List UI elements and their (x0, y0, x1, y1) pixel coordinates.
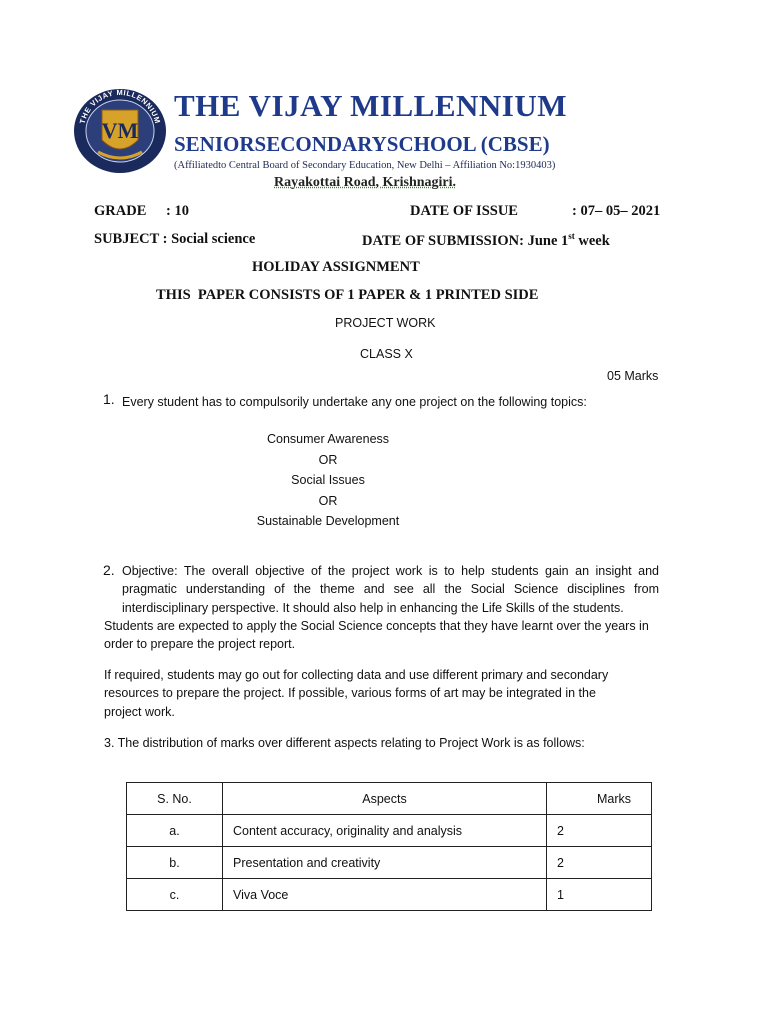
point3-text: 3. The distribution of marks over different aspects relating to Project Work is as follows: (104, 736, 585, 750)
marks-total: 05 Marks (607, 369, 659, 383)
cell-marks: 1 (547, 879, 652, 911)
submission-sup: st (568, 231, 575, 241)
table-row (127, 847, 652, 879)
topic-item: Consumer Awareness (266, 432, 390, 446)
point2-text: Objective: The overall objective of the project work is to help students gain an insight and pragmatic understanding of the theme and see all the Social Science disciplines from interdisciplinary perspective. It should also help in enhancing the Life Skills of the students. (122, 564, 659, 615)
point2-number: 2. (103, 562, 115, 578)
submission-line (362, 231, 610, 250)
topic-list (228, 429, 428, 532)
point2-paragraph: If required, students may go out for collecting data and use different primary and secondary resources to prepare the project. If possible, various forms of art may be integrated in the project work. (104, 668, 609, 719)
submission-suffix: week (578, 232, 610, 249)
subject-line (94, 231, 255, 248)
cell-aspect: Content accuracy, originality and analysis (223, 815, 547, 847)
point1-number: 1. (103, 391, 115, 407)
class-title: CLASS X (360, 347, 413, 361)
cell-aspect: Presentation and creativity (223, 847, 547, 879)
cell-aspect: Viva Voce (223, 879, 547, 911)
cell-sno: b. (127, 847, 223, 879)
topic-or: OR (318, 493, 338, 508)
affiliation-text: (Affiliatedto Central Board of Secondary Education, New Delhi – Affiliation No:1930403) (174, 160, 556, 171)
point1-text: Every student has to compulsorily undertake any one project on the following topics: (122, 395, 587, 409)
cell-sno: c. (127, 879, 223, 911)
school-logo (72, 88, 168, 174)
logo-monogram: VM (101, 118, 139, 143)
table-row (127, 879, 652, 911)
grade-label: GRADE (94, 203, 147, 219)
project-work-title: PROJECT WORK (335, 316, 436, 330)
date-issue-value: : 07– 05– 2021 (572, 203, 661, 219)
logo-ring-text: THE VIJAY MILLENNIUM (77, 88, 163, 125)
cell-marks: 2 (547, 815, 652, 847)
topic-item: Sustainable Development (256, 514, 400, 528)
subject-label: SUBJECT : (94, 231, 168, 247)
header-aspects: Aspects (223, 783, 547, 815)
grade-value: : 10 (166, 203, 189, 219)
cell-sno: a. (127, 815, 223, 847)
assignment-title: HOLIDAY ASSIGNMENT (252, 259, 420, 275)
submission-label: DATE OF SUBMISSION: June 1 (362, 232, 569, 249)
school-type: SENIORSECONDARYSCHOOL (CBSE) (174, 132, 550, 156)
header-sno: S. No. (127, 783, 223, 815)
topic-or: OR (318, 452, 338, 467)
point2-continuation: Students are expected to apply the Social Science concepts that they have learnt over the years in order to prepare the project report. (104, 619, 649, 652)
header-marks: Marks (547, 783, 652, 815)
date-issue-label: DATE OF ISSUE (410, 203, 518, 219)
school-address: Rayakottai Road, Krishnagiri. (274, 175, 457, 190)
table-header-row (127, 783, 652, 815)
table-row (127, 815, 652, 847)
paper-info: THIS PAPER CONSISTS OF 1 PAPER & 1 PRINTED SIDE (156, 287, 539, 303)
subject-value: Social science (171, 231, 256, 247)
marks-table (126, 782, 652, 911)
school-name: THE VIJAY MILLENNIUM (174, 88, 567, 123)
cell-marks: 2 (547, 847, 652, 879)
topic-item: Social Issues (291, 473, 365, 487)
